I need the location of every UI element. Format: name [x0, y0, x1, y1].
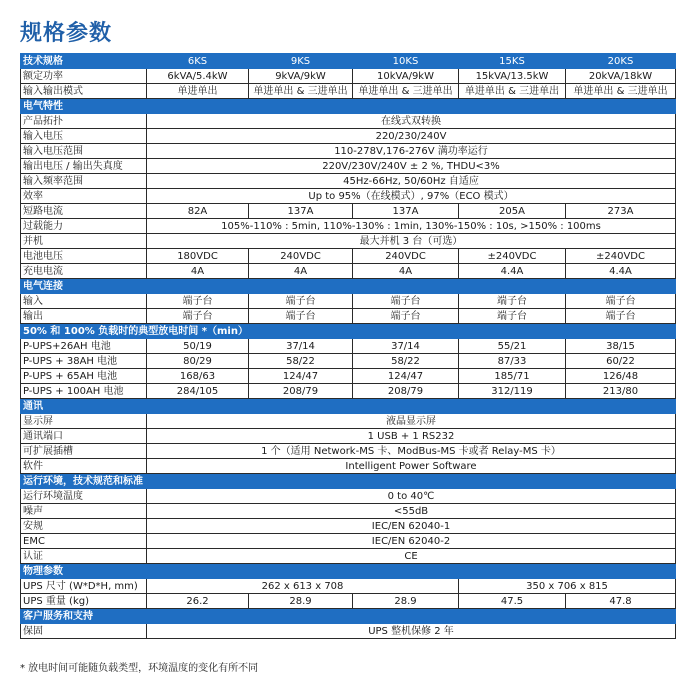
spec-label: 输入电压: [21, 129, 147, 144]
spec-value: IEC/EN 62040-2: [147, 534, 676, 549]
spec-label: 可扩展插槽: [21, 444, 147, 459]
spec-row: [21, 489, 676, 504]
spec-label: 保固: [21, 624, 147, 639]
spec-row: [21, 144, 676, 159]
spec-value: 4A: [249, 264, 353, 279]
spec-value: 208/79: [353, 384, 459, 399]
spec-row: [21, 414, 676, 429]
spec-row: [21, 234, 676, 249]
spec-label: 短路电流: [21, 204, 147, 219]
spec-row: [21, 444, 676, 459]
spec-row: [21, 189, 676, 204]
spec-row: [21, 159, 676, 174]
spec-value: 单进单出 & 三进单出: [353, 84, 459, 99]
spec-value: 350 x 706 x 815: [459, 579, 676, 594]
spec-value: 180VDC: [147, 249, 249, 264]
spec-label: 软件: [21, 459, 147, 474]
spec-value: 80/29: [147, 354, 249, 369]
spec-row: [21, 174, 676, 189]
spec-value: 50/19: [147, 339, 249, 354]
spec-value: 55/21: [459, 339, 566, 354]
spec-value: ±240VDC: [459, 249, 566, 264]
footnote: * 放电时间可能随负载类型，环境温度的变化有所不同: [20, 663, 259, 674]
spec-label: 显示屏: [21, 414, 147, 429]
spec-value: 58/22: [249, 354, 353, 369]
spec-label: 过载能力: [21, 219, 147, 234]
spec-value: 端子台: [353, 309, 459, 324]
spec-value: 4A: [353, 264, 459, 279]
model-header: 9KS: [249, 54, 353, 69]
spec-value: 28.9: [249, 594, 353, 609]
spec-value: 37/14: [353, 339, 459, 354]
spec-value: 137A: [353, 204, 459, 219]
model-header: 10KS: [353, 54, 459, 69]
spec-value: <55dB: [147, 504, 676, 519]
spec-label: 输入: [21, 294, 147, 309]
spec-value: 4.4A: [566, 264, 676, 279]
spec-row: [21, 339, 676, 354]
spec-value: 9kVA/9kW: [249, 69, 353, 84]
spec-value: 28.9: [353, 594, 459, 609]
section-header-row: [21, 474, 676, 489]
section-title: 物理参数: [21, 564, 676, 579]
spec-value: 端子台: [147, 294, 249, 309]
spec-value: 4A: [147, 264, 249, 279]
spec-label: 电池电压: [21, 249, 147, 264]
spec-value: 60/22: [566, 354, 676, 369]
section-header-row: [21, 609, 676, 624]
spec-value: 262 x 613 x 708: [147, 579, 459, 594]
spec-label: 通讯端口: [21, 429, 147, 444]
spec-value: 126/48: [566, 369, 676, 384]
spec-value: 240VDC: [249, 249, 353, 264]
spec-label: 充电电流: [21, 264, 147, 279]
spec-row: [21, 354, 676, 369]
spec-value: 45Hz-66Hz, 50/60Hz 自适应: [147, 174, 676, 189]
spec-value: 58/22: [353, 354, 459, 369]
spec-value: 273A: [566, 204, 676, 219]
section-title: 客户服务和支持: [21, 609, 676, 624]
section-title: 电气连接: [21, 279, 676, 294]
spec-row: [21, 534, 676, 549]
spec-value: 1 USB + 1 RS232: [147, 429, 676, 444]
spec-value: 端子台: [147, 309, 249, 324]
spec-row: [21, 249, 676, 264]
spec-value: 单进单出 & 三进单出: [566, 84, 676, 99]
spec-value: 82A: [147, 204, 249, 219]
spec-row: [21, 309, 676, 324]
spec-label: P-UPS+26AH 电池: [21, 339, 147, 354]
spec-value: 213/80: [566, 384, 676, 399]
spec-label: 认证: [21, 549, 147, 564]
spec-value: 168/63: [147, 369, 249, 384]
spec-row: [21, 219, 676, 234]
spec-value: 在线式双转换: [147, 114, 676, 129]
spec-value: 端子台: [353, 294, 459, 309]
spec-value: 单进单出 & 三进单出: [459, 84, 566, 99]
spec-label: 输出: [21, 309, 147, 324]
spec-label: P-UPS + 65AH 电池: [21, 369, 147, 384]
spec-row: [21, 84, 676, 99]
spec-value: 220/230/240V: [147, 129, 676, 144]
spec-value: 端子台: [566, 294, 676, 309]
spec-label: 输入频率范围: [21, 174, 147, 189]
model-header: 20KS: [566, 54, 676, 69]
section-header-row: [21, 324, 676, 339]
spec-value: 端子台: [459, 309, 566, 324]
spec-row: [21, 429, 676, 444]
spec-value: 208/79: [249, 384, 353, 399]
spec-value: CE: [147, 549, 676, 564]
header-label: 技术规格: [21, 54, 147, 69]
spec-row: [21, 69, 676, 84]
section-header-row: [21, 279, 676, 294]
spec-value: 最大并机 3 台（可选）: [147, 234, 676, 249]
section-header-row: [21, 564, 676, 579]
spec-value: 4.4A: [459, 264, 566, 279]
spec-row: [21, 129, 676, 144]
section-header-row: [21, 99, 676, 114]
spec-value: 单进单出: [147, 84, 249, 99]
spec-value: 124/47: [353, 369, 459, 384]
spec-label: 运行环境温度: [21, 489, 147, 504]
section-title: 50% 和 100% 负载时的典型放电时间 *（min）: [21, 324, 676, 339]
spec-value: 284/105: [147, 384, 249, 399]
spec-label: P-UPS + 38AH 电池: [21, 354, 147, 369]
spec-value: 端子台: [249, 294, 353, 309]
spec-value: 47.8: [566, 594, 676, 609]
spec-label: UPS 重量 (kg): [21, 594, 147, 609]
model-header: 6KS: [147, 54, 249, 69]
spec-value: 37/14: [249, 339, 353, 354]
spec-row: [21, 624, 676, 639]
spec-value: 端子台: [249, 309, 353, 324]
spec-value: 38/15: [566, 339, 676, 354]
spec-row: [21, 114, 676, 129]
spec-value: ±240VDC: [566, 249, 676, 264]
spec-row: [21, 519, 676, 534]
spec-label: UPS 尺寸 (W*D*H, mm): [21, 579, 147, 594]
spec-value: 87/33: [459, 354, 566, 369]
section-title: 通讯: [21, 399, 676, 414]
spec-value: IEC/EN 62040-1: [147, 519, 676, 534]
spec-value: 10kVA/9kW: [353, 69, 459, 84]
spec-value: 15kVA/13.5kW: [459, 69, 566, 84]
spec-row: [21, 294, 676, 309]
spec-value: Intelligent Power Software: [147, 459, 676, 474]
spec-value: 端子台: [566, 309, 676, 324]
section-header-row: [21, 399, 676, 414]
model-header: 15KS: [459, 54, 566, 69]
spec-value: 端子台: [459, 294, 566, 309]
page-title: 规格参数: [20, 21, 113, 46]
section-title: 电气特性: [21, 99, 676, 114]
section-title: 运行环境，技术规范和标准: [21, 474, 676, 489]
spec-row: [21, 579, 676, 594]
spec-row: [21, 549, 676, 564]
spec-value: 220V/230V/240V ± 2 %, THDU<3%: [147, 159, 676, 174]
spec-value: 液晶显示屏: [147, 414, 676, 429]
spec-value: 240VDC: [353, 249, 459, 264]
spec-value: UPS 整机保修 2 年: [147, 624, 676, 639]
spec-row: [21, 369, 676, 384]
spec-label: 输入电压范围: [21, 144, 147, 159]
spec-label: 效率: [21, 189, 147, 204]
spec-label: 输出电压 / 输出失真度: [21, 159, 147, 174]
spec-value: 105%-110% : 5min, 110%-130% : 1min, 130%-150% : 10s, >150% : 100ms: [147, 219, 676, 234]
spec-row: [21, 594, 676, 609]
spec-value: Up to 95%（在线模式）, 97%（ECO 模式）: [147, 189, 676, 204]
spec-label: 额定功率: [21, 69, 147, 84]
spec-table: [20, 53, 676, 639]
spec-row: [21, 264, 676, 279]
spec-label: 噪声: [21, 504, 147, 519]
spec-value: 205A: [459, 204, 566, 219]
spec-row: [21, 504, 676, 519]
spec-row: [21, 459, 676, 474]
spec-label: EMC: [21, 534, 147, 549]
spec-value: 137A: [249, 204, 353, 219]
spec-value: 6kVA/5.4kW: [147, 69, 249, 84]
spec-value: 20kVA/18kW: [566, 69, 676, 84]
spec-value: 26.2: [147, 594, 249, 609]
spec-value: 185/71: [459, 369, 566, 384]
spec-label: 并机: [21, 234, 147, 249]
spec-value: 0 to 40℃: [147, 489, 676, 504]
spec-value: 单进单出 & 三进单出: [249, 84, 353, 99]
spec-value: 110-278V,176-276V 满功率运行: [147, 144, 676, 159]
spec-label: 输入输出模式: [21, 84, 147, 99]
header-row: [21, 54, 676, 69]
spec-row: [21, 204, 676, 219]
spec-value: 124/47: [249, 369, 353, 384]
spec-label: P-UPS + 100AH 电池: [21, 384, 147, 399]
spec-label: 安规: [21, 519, 147, 534]
spec-value: 47.5: [459, 594, 566, 609]
spec-row: [21, 384, 676, 399]
spec-value: 312/119: [459, 384, 566, 399]
spec-label: 产品拓扑: [21, 114, 147, 129]
spec-value: 1 个（适用 Network-MS 卡、ModBus-MS 卡或者 Relay-MS 卡）: [147, 444, 676, 459]
